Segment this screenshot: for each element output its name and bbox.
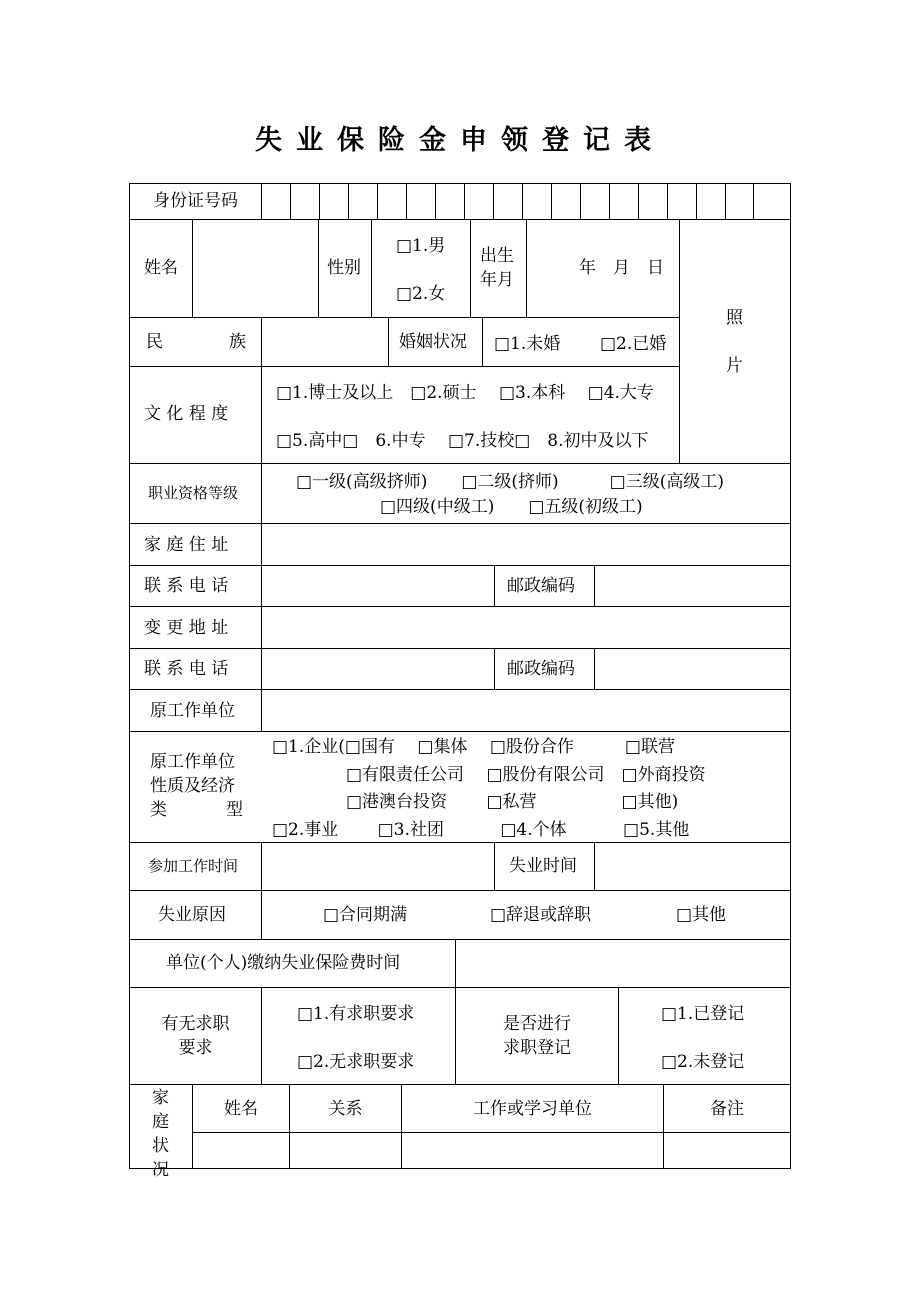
rule <box>192 1084 193 1169</box>
qualification-options-1[interactable]: □一级(高级挤师) □二级(挤师) □三级(高级工) <box>296 472 724 492</box>
birth-label-2: 年月 <box>480 270 514 290</box>
rule <box>129 565 791 566</box>
rule <box>129 890 791 891</box>
family-name-header: 姓名 <box>224 1099 258 1119</box>
rule <box>522 183 523 220</box>
rule <box>129 648 791 649</box>
job-request-label-2: 要求 <box>178 1038 213 1058</box>
rule <box>753 183 754 220</box>
rule <box>580 183 581 220</box>
family-relation-header: 关系 <box>328 1099 363 1119</box>
job-request-no-option[interactable]: □2.无求职要求 <box>297 1052 415 1072</box>
rule <box>667 183 668 220</box>
rule <box>377 183 378 220</box>
postcode-label: 邮政编码 <box>507 576 575 596</box>
nature-label-2: 性质及经济 <box>150 776 235 796</box>
rule <box>261 317 262 367</box>
rule <box>638 183 639 220</box>
rule <box>594 565 595 607</box>
rule <box>594 648 595 690</box>
rule <box>129 842 791 843</box>
rule <box>129 366 679 367</box>
rule <box>493 183 494 220</box>
reason-option-contract[interactable]: □合同期满 <box>323 905 408 925</box>
qualification-options-2[interactable]: □四级(中级工) □五级(初级工) <box>380 497 643 517</box>
job-request-label-1: 有无求职 <box>161 1014 230 1034</box>
work-start-label: 参加工作时间 <box>148 857 239 875</box>
former-employer-label: 原工作单位 <box>150 701 235 721</box>
rule <box>594 842 595 891</box>
payment-time-label: 单位(个人)缴纳失业保险费时间 <box>166 953 401 973</box>
education-label: 文 化 程 度 <box>144 404 229 424</box>
rule <box>129 523 791 524</box>
rule <box>790 183 791 1169</box>
rule <box>696 183 697 220</box>
rule <box>318 219 319 318</box>
rule <box>261 987 262 1085</box>
ethnicity-label-a: 民 <box>146 332 163 352</box>
job-request-yes-option[interactable]: □1.有求职要求 <box>297 1004 415 1024</box>
education-options-1[interactable]: □1.博士及以上 □2.硕士 □3.本科 □4.大专 <box>276 383 654 403</box>
rule <box>129 987 791 988</box>
unmarried-option[interactable]: □1.未婚 <box>494 334 561 354</box>
rule <box>609 183 610 220</box>
rule <box>261 183 262 220</box>
photo-label-2: 片 <box>726 356 743 376</box>
rule <box>129 689 791 690</box>
rule <box>129 939 791 940</box>
postcode-label-2: 邮政编码 <box>507 659 575 679</box>
rule <box>348 183 349 220</box>
unemployed-time-label: 失业时间 <box>509 856 577 876</box>
rule <box>679 219 680 464</box>
form-title: 失业保险金申领登记表 <box>255 125 665 156</box>
family-label: 家庭状况 <box>152 1088 169 1180</box>
registered-option[interactable]: □1.已登记 <box>661 1004 745 1024</box>
rule <box>388 317 389 367</box>
rule <box>494 842 495 891</box>
gender-female-option[interactable]: □2.女 <box>396 284 446 304</box>
reason-label: 失业原因 <box>158 905 226 925</box>
rule <box>261 366 262 732</box>
nature-label-3a: 类 <box>150 800 167 820</box>
married-option[interactable]: □2.已婚 <box>600 334 667 354</box>
rule <box>129 463 791 464</box>
rule <box>494 648 495 690</box>
gender-male-option[interactable]: □1.男 <box>396 236 446 256</box>
rule <box>129 1168 791 1169</box>
nature-options-1[interactable]: □1.企业(□国有 □集体 □股份合作 □联营 <box>272 737 675 757</box>
nature-options-3[interactable]: □港澳台投资 □私营 □其他) <box>346 792 679 812</box>
rule <box>289 1084 290 1169</box>
changed-address-label: 变 更 地 址 <box>144 618 229 638</box>
rule <box>551 183 552 220</box>
id-number-label: 身份证号码 <box>153 191 238 211</box>
name-label: 姓名 <box>144 258 178 278</box>
rule <box>455 939 456 1085</box>
not-registered-option[interactable]: □2.未登记 <box>661 1052 745 1072</box>
rule <box>319 183 320 220</box>
rule <box>290 183 291 220</box>
rule <box>129 606 791 607</box>
rule <box>129 1084 791 1085</box>
education-options-2[interactable]: □5.高中□ 6.中专 □7.技校□ 8.初中及以下 <box>276 431 649 451</box>
rule <box>435 183 436 220</box>
rule <box>371 219 372 318</box>
nature-label-1: 原工作单位 <box>150 752 235 772</box>
rule <box>129 731 791 732</box>
rule <box>261 842 262 940</box>
rule <box>401 1084 402 1169</box>
nature-options-2[interactable]: □有限责任公司 □股份有限公司 □外商投资 <box>346 765 706 785</box>
marital-label: 婚姻状况 <box>399 332 467 352</box>
phone-label: 联 系 电 话 <box>144 576 229 596</box>
reason-option-dismissal[interactable]: □辞退或辞职 <box>490 905 592 925</box>
rule <box>129 183 791 184</box>
job-registration-label-2: 求职登记 <box>503 1038 571 1058</box>
rule <box>725 183 726 220</box>
reason-option-other[interactable]: □其他 <box>676 905 727 925</box>
rule <box>470 219 471 318</box>
rule <box>526 219 527 318</box>
rule <box>464 183 465 220</box>
rule <box>663 1084 664 1169</box>
home-address-label: 家 庭 住 址 <box>144 535 229 555</box>
photo-label-1: 照 <box>726 308 743 328</box>
rule <box>129 317 679 318</box>
family-work-header: 工作或学习单位 <box>473 1099 592 1119</box>
gender-label: 性别 <box>327 258 361 278</box>
nature-label-3b: 型 <box>226 800 243 820</box>
qualification-label: 职业资格等级 <box>148 484 239 502</box>
ethnicity-label-b: 族 <box>229 332 246 352</box>
rule <box>192 1132 791 1133</box>
family-note-header: 备注 <box>710 1099 744 1119</box>
job-registration-label-1: 是否进行 <box>503 1014 571 1034</box>
rule <box>618 987 619 1085</box>
rule <box>406 183 407 220</box>
rule <box>494 565 495 607</box>
rule <box>192 219 193 318</box>
nature-options-4[interactable]: □2.事业 □3.社团 □4.个体 □5.其他 <box>272 820 690 840</box>
phone-label-2: 联 系 电 话 <box>144 659 229 679</box>
birth-label-1: 出生 <box>480 246 514 266</box>
rule <box>482 317 483 367</box>
rule <box>129 219 791 220</box>
birth-date-field[interactable]: 年 月 日 <box>579 258 664 278</box>
